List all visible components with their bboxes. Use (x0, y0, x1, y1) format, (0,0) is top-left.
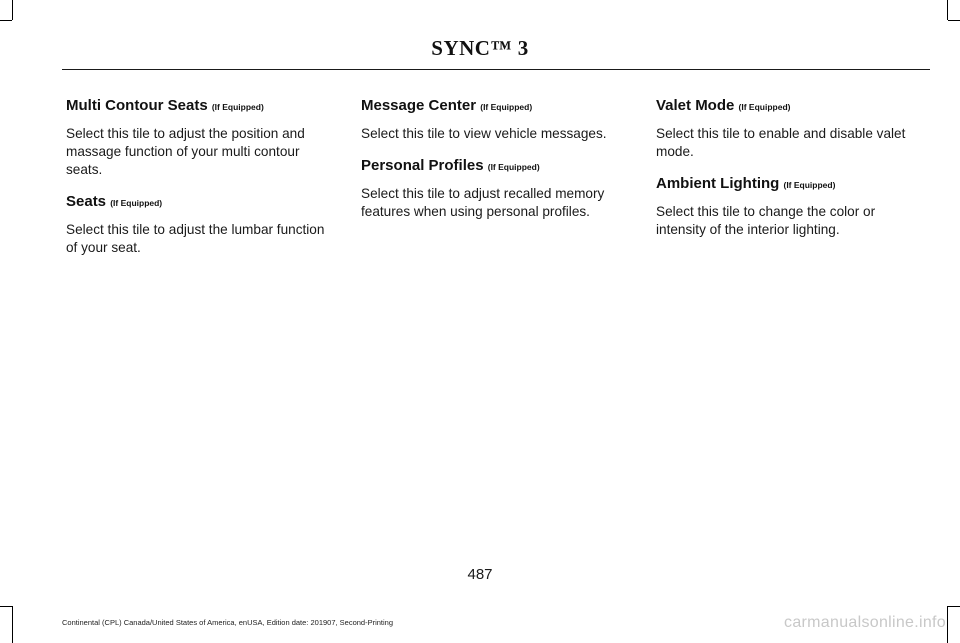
section-body: Select this tile to change the color or intensity of the interior lighting. (656, 204, 876, 237)
qualifier: (If Equipped) (110, 198, 163, 208)
column-2 (361, 97, 633, 235)
section-title: Personal Profiles (If Equipped) (361, 157, 540, 174)
section-body: Select this tile to adjust the lumbar function of your seat. (66, 222, 325, 255)
section-body: Select this tile to view vehicle messages. (361, 126, 607, 141)
qualifier: (If Equipped) (480, 102, 533, 112)
qualifier: (If Equipped) (211, 102, 264, 112)
crop-mark-top-right (947, 0, 948, 20)
section-body: Select this tile to enable and disable valet mode. (656, 126, 906, 159)
section-valet-mode (656, 97, 928, 161)
section-body: Select this tile to adjust recalled memory features when using personal profiles. (361, 186, 605, 219)
qualifier: (If Equipped) (487, 162, 540, 172)
column-1 (66, 97, 338, 271)
column-3 (656, 97, 928, 253)
section-title: Valet Mode (If Equipped) (656, 97, 791, 114)
footer-edition-text: Continental (CPL) Canada/United States of America, enUSA, Edition date: 201907, Second-Printing (62, 618, 394, 627)
section-title: Multi Contour Seats (If Equipped) (66, 97, 264, 114)
crop-mark-top-right (948, 20, 960, 21)
crop-mark-bottom-right (948, 606, 960, 607)
qualifier: (If Equipped) (783, 180, 836, 190)
crop-mark-bottom-right (947, 606, 948, 643)
section-multi-contour-seats (66, 97, 338, 179)
crop-mark-bottom-left (12, 606, 13, 643)
page-number: 487 (467, 566, 493, 583)
section-title: Seats (If Equipped) (66, 193, 163, 210)
crop-mark-bottom-left (0, 606, 12, 607)
crop-mark-top-left (0, 20, 12, 21)
qualifier: (If Equipped) (738, 102, 791, 112)
section-message-center (361, 97, 633, 143)
section-seats (66, 193, 338, 257)
page-title: SYNC™ 3 (431, 36, 529, 60)
section-title: Message Center (If Equipped) (361, 97, 533, 114)
crop-mark-top-left (12, 0, 13, 20)
section-title: Ambient Lighting (If Equipped) (656, 175, 836, 192)
section-ambient-lighting (656, 175, 928, 239)
watermark: carmanualsonline.info (784, 614, 946, 631)
section-body: Select this tile to adjust the position and massage function of your multi contour seats. (66, 126, 305, 177)
section-personal-profiles (361, 157, 633, 221)
header-rule (62, 69, 930, 70)
